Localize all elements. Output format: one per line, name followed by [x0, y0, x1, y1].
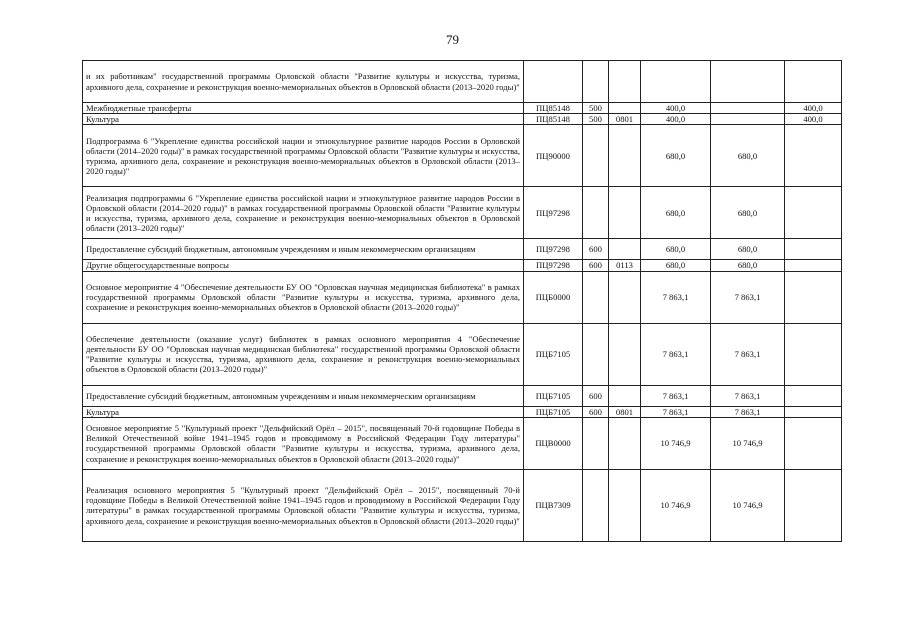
section-subsection [609, 323, 641, 385]
section-subsection [609, 469, 641, 541]
amount-total: 680,0 [641, 260, 711, 271]
row-description: Предоставление субсидий бюджетным, автономным учреждениям и иным некоммерческим организациям [83, 385, 524, 406]
section-subsection [609, 239, 641, 260]
amount-regional: 7 863,1 [711, 406, 785, 417]
target-code: ПЦБ7105 [524, 323, 583, 385]
amount-regional [711, 114, 785, 125]
expense-type: 600 [583, 406, 609, 417]
amount-federal [785, 271, 842, 323]
section-subsection [609, 385, 641, 406]
amount-federal [785, 125, 842, 187]
section-subsection: 0801 [609, 406, 641, 417]
amount-federal: 400,0 [785, 114, 842, 125]
expense-type: 500 [583, 114, 609, 125]
budget-table [82, 60, 842, 542]
expense-type: 600 [583, 260, 609, 271]
amount-regional: 7 863,1 [711, 385, 785, 406]
target-code: ПЦБ0000 [524, 271, 583, 323]
amount-federal [785, 239, 842, 260]
row-description: Предоставление субсидий бюджетным, автономным учреждениям и иным некоммерческим организациям [83, 239, 524, 260]
expense-type: 500 [583, 103, 609, 114]
row-description: Основное мероприятие 5 "Культурный проект "Дельфийский Орёл – 2015", посвященный 70-й годовщине Победы в Великой Отечественной войне 1941–1945 годов и проводимому в Российской Федерации Году литературы" государственной программы Орловской области "Развитие культуры и искусства, туризма, архивного дела, сохранение и реконструкция военно-мемориальных объектов в Орловской области (2013–2020 годы)" [83, 417, 524, 469]
target-code: ПЦ97298 [524, 239, 583, 260]
row-description: Культура [83, 114, 524, 125]
row-description: Другие общегосударственные вопросы [83, 260, 524, 271]
amount-regional [711, 61, 785, 103]
amount-total: 7 863,1 [641, 406, 711, 417]
target-code [524, 61, 583, 103]
amount-federal [785, 187, 842, 239]
table-row [83, 125, 842, 187]
expense-type [583, 323, 609, 385]
target-code: ПЦ85148 [524, 114, 583, 125]
table-row [83, 114, 842, 125]
target-code: ПЦБ7105 [524, 385, 583, 406]
row-description: Основное мероприятие 4 "Обеспечение деятельности БУ ОО "Орловская научная медицинская библиотека" в рамках государственной программы Орловской области "Развитие культуры и искусства, туризма, архивного дела, сохранение и реконструкция военно-мемориальных объектов в Орловской области (2013–2020 годы)" [83, 271, 524, 323]
section-subsection [609, 271, 641, 323]
amount-total: 10 746,9 [641, 417, 711, 469]
target-code: ПЦВ7309 [524, 469, 583, 541]
amount-federal [785, 61, 842, 103]
row-description: Реализация подпрограммы 6 "Укрепление единства российской нации и этнокультурное развитие народов России в Орловской области (2014–2020 годы)" в рамках государственной программы Орловской области "Развитие культуры и искусства, туризма, архивного дела, сохранение и реконструкция военно-мемориальных объектов в Орловской области (2013–2020 годы)" [83, 187, 524, 239]
amount-total: 7 863,1 [641, 323, 711, 385]
target-code: ПЦ85148 [524, 103, 583, 114]
table-row [83, 323, 842, 385]
amount-regional: 10 746,9 [711, 417, 785, 469]
amount-regional: 7 863,1 [711, 323, 785, 385]
target-code: ПЦБ7105 [524, 406, 583, 417]
table-row [83, 385, 842, 406]
section-subsection [609, 125, 641, 187]
section-subsection [609, 61, 641, 103]
amount-total: 400,0 [641, 103, 711, 114]
amount-total: 680,0 [641, 239, 711, 260]
amount-total: 7 863,1 [641, 271, 711, 323]
row-description: Реализация основного мероприятия 5 "Культурный проект "Дельфийский Орёл – 2015", посвященный 70-й годовщине Победы в Великой Отечественной войне 1941–1945 годов и проводимому в Российской Федерации Году литературы" в рамках государственной программы Орловской области "Развитие культуры и искусства, туризма, архивного дела, сохранение и реконструкция военно-мемориальных объектов в Орловской области (2013–2020 годы)" [83, 469, 524, 541]
table-row [83, 61, 842, 103]
budget-table-body [83, 61, 842, 542]
expense-type [583, 61, 609, 103]
table-row [83, 417, 842, 469]
expense-type [583, 125, 609, 187]
amount-regional: 680,0 [711, 187, 785, 239]
section-subsection: 0113 [609, 260, 641, 271]
page-number: 79 [446, 32, 459, 47]
table-row [83, 103, 842, 114]
row-description: Обеспечение деятельности (оказание услуг) библиотек в рамках основного мероприятия 4 "Обеспечение деятельности БУ ОО "Орловская научная медицинская библиотека" государственной программы Орловской области "Развитие культуры и искусства, туризма, архивного дела, сохранение и реконструкция военно-мемориальных объектов в Орловской области (2013–2020 годы)" [83, 323, 524, 385]
amount-total: 400,0 [641, 114, 711, 125]
amount-total: 680,0 [641, 187, 711, 239]
amount-regional: 10 746,9 [711, 469, 785, 541]
amount-total: 7 863,1 [641, 385, 711, 406]
amount-federal [785, 385, 842, 406]
row-description: и их работникам" государственной программы Орловской области "Развитие культуры и искусства, туризма, архивного дела, сохранение и реконструкция военно-мемориальных объектов в Орловской области (2013–2020 годы)" [83, 61, 524, 103]
amount-federal [785, 406, 842, 417]
table-row [83, 239, 842, 260]
table-row [83, 187, 842, 239]
amount-federal [785, 469, 842, 541]
amount-total: 10 746,9 [641, 469, 711, 541]
row-description: Подпрограмма 6 "Укрепление единства российской нации и этнокультурное развитие народов России в Орловской области (2014–2020 годы)" в рамках государственной программы Орловской области "Развитие культуры и искусства, туризма, архивного дела, сохранение и реконструкция военно-мемориальных объектов в Орловской области (2013–2020 годы)" [83, 125, 524, 187]
amount-total [641, 61, 711, 103]
expense-type [583, 417, 609, 469]
section-subsection [609, 187, 641, 239]
section-subsection [609, 103, 641, 114]
expense-type [583, 271, 609, 323]
amount-regional: 680,0 [711, 260, 785, 271]
amount-regional: 680,0 [711, 125, 785, 187]
amount-regional [711, 103, 785, 114]
amount-federal [785, 417, 842, 469]
amount-regional: 680,0 [711, 239, 785, 260]
row-description: Межбюджетные трансферты [83, 103, 524, 114]
amount-total: 680,0 [641, 125, 711, 187]
row-description: Культура [83, 406, 524, 417]
amount-federal [785, 323, 842, 385]
target-code: ПЦВ0000 [524, 417, 583, 469]
table-row [83, 406, 842, 417]
expense-type: 600 [583, 239, 609, 260]
table-row [83, 469, 842, 541]
expense-type [583, 187, 609, 239]
target-code: ПЦ97298 [524, 187, 583, 239]
amount-federal [785, 260, 842, 271]
section-subsection: 0801 [609, 114, 641, 125]
amount-federal: 400,0 [785, 103, 842, 114]
amount-regional: 7 863,1 [711, 271, 785, 323]
table-row [83, 260, 842, 271]
table-row [83, 271, 842, 323]
target-code: ПЦ90000 [524, 125, 583, 187]
target-code: ПЦ97298 [524, 260, 583, 271]
expense-type [583, 469, 609, 541]
expense-type: 600 [583, 385, 609, 406]
section-subsection [609, 417, 641, 469]
